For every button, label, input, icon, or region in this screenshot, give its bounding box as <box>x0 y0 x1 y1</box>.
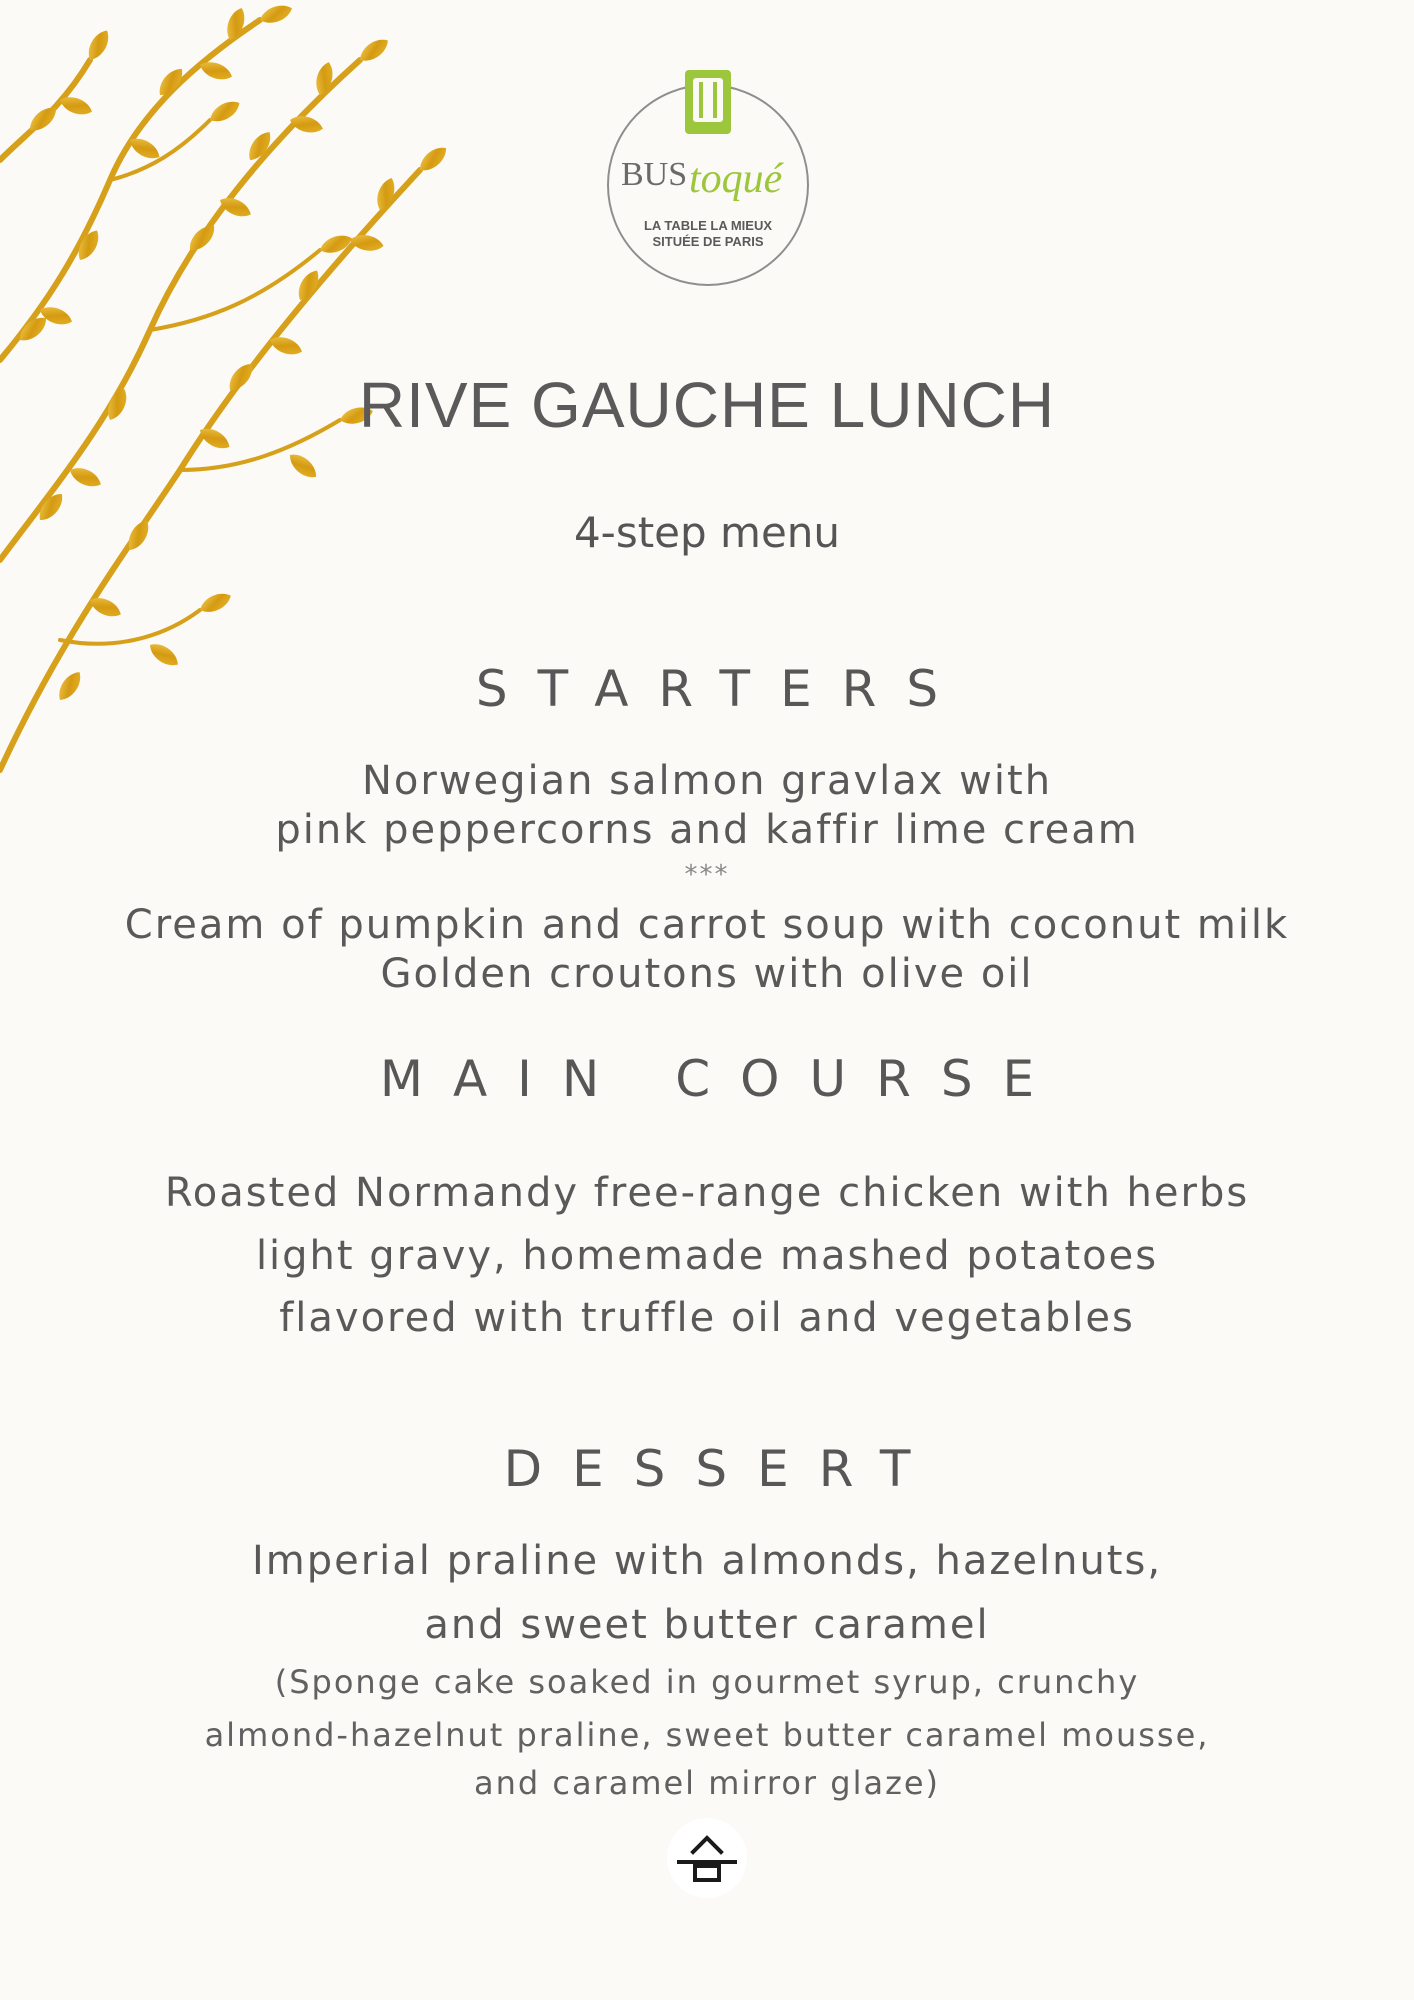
menu-title: RIVE GAUCHE LUNCH <box>358 369 1056 441</box>
main-course-line-1: Roasted Normandy free-range chicken with herbs <box>164 1170 1250 1216</box>
logo-brand-part1: BUS <box>621 156 688 193</box>
starter-1-line-2: pink peppercorns and kaffir lime cream <box>275 807 1139 853</box>
dessert-note-3: and caramel mirror glaze) <box>473 1764 941 1802</box>
logo-graphic <box>603 60 813 300</box>
bustoque-logo <box>603 60 813 300</box>
menu-subtitle: 4-step menu <box>573 508 841 557</box>
section-heading-main-course <box>0 1050 1414 1108</box>
dessert-line-2: and sweet butter caramel <box>424 1602 990 1648</box>
starter-2-line-1: Cream of pumpkin and carrot soup with coconut milk <box>124 902 1290 948</box>
logo-tagline-line1: LA TABLE LA MIEUX <box>643 218 773 233</box>
main-course-heading-text: MAIN COURSE <box>379 1050 1065 1108</box>
section-heading-starters <box>0 660 1414 718</box>
starters-heading-text: STARTERS <box>475 660 969 718</box>
logo-tagline-line2: SITUÉE DE PARIS <box>652 234 764 249</box>
starter-separator: *** <box>684 860 730 890</box>
dessert-note-2: almond-hazelnut praline, sweet butter caramel mousse, <box>204 1716 1210 1754</box>
section-heading-dessert <box>0 1440 1414 1498</box>
chef-hat-icon <box>685 70 731 134</box>
dessert-heading-text: DESSERT <box>503 1440 941 1498</box>
house-badge-icon <box>665 1816 749 1900</box>
starter-1-line-1: Norwegian salmon gravlax with <box>361 758 1053 804</box>
dessert-note-1: (Sponge cake soaked in gourmet syrup, crunchy <box>274 1663 1140 1701</box>
main-course-line-2: light gravy, homemade mashed potatoes <box>255 1233 1159 1279</box>
starter-2-line-2: Golden croutons with olive oil <box>380 951 1034 997</box>
main-course-line-3: flavored with truffle oil and vegetables <box>279 1295 1135 1341</box>
dessert-line-1: Imperial praline with almonds, hazelnuts, <box>251 1538 1163 1584</box>
logo-brand-part2: toqué <box>689 156 783 202</box>
